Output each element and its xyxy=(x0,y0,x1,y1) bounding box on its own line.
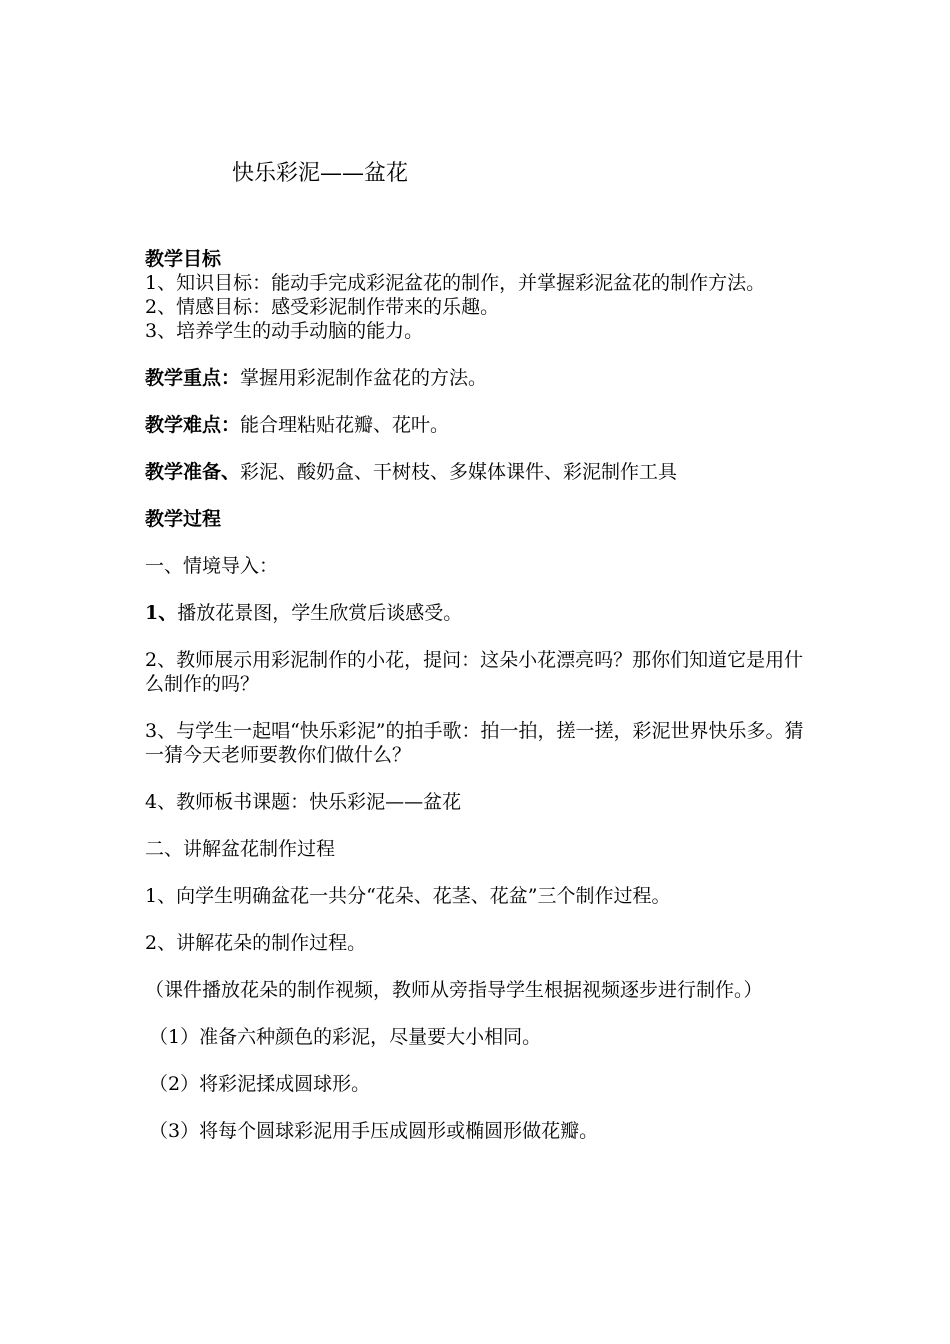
section-2-heading: 二、讲解盆花制作过程 xyxy=(145,838,336,860)
section-2-step-1: 1、向学生明确盆花一共分“花朵、花茎、花盆”三个制作过程。 xyxy=(145,885,671,907)
section-2-substep-2: （2）将彩泥揉成圆球形。 xyxy=(149,1073,371,1095)
key-point-label: 教学重点： xyxy=(145,367,241,389)
section-1-step-2: 2、教师展示用彩泥制作的小花，提问：这朵小花漂亮吗？那你们知道它是用什么制作的吗？ xyxy=(145,649,804,695)
section-1-step-3: 3、与学生一起唱“快乐彩泥”的拍手歌：拍一拍，搓一搓，彩泥世界快乐多。猜一猜今天老师要教你们做什么？ xyxy=(145,720,804,766)
objective-item-3: 3、培养学生的动手动脑的能力。 xyxy=(145,320,424,342)
preparation-label: 教学准备、 xyxy=(145,461,241,483)
section-2-step-2: 2、讲解花朵的制作过程。 xyxy=(145,932,367,954)
document-body xyxy=(145,247,815,1143)
section-1-step-4: 4、教师板书课题：快乐彩泥——盆花 xyxy=(145,791,462,813)
section-1-step-1 xyxy=(145,601,815,625)
section-2-substep-3: （3）将每个圆球彩泥用手压成圆形或椭圆形做花瓣。 xyxy=(149,1120,599,1142)
process-heading: 教学过程 xyxy=(145,508,222,530)
preparation-text: 彩泥、酸奶盒、干树枝、多媒体课件、彩泥制作工具 xyxy=(240,461,678,483)
difficulty-text: 能合理粘贴花瓣、花叶。 xyxy=(240,414,450,436)
section-2-substep-1: （1）准备六种颜色的彩泥，尽量要大小相同。 xyxy=(149,1026,542,1048)
objective-item-2: 2、情感目标：感受彩泥制作带来的乐趣。 xyxy=(145,296,500,318)
key-point-text: 掌握用彩泥制作盆花的方法。 xyxy=(240,367,488,389)
objective-item-1: 1、知识目标：能动手完成彩泥盆花的制作，并掌握彩泥盆花的制作方法。 xyxy=(145,272,766,294)
key-point-line xyxy=(145,366,815,390)
section-1-heading: 一、情境导入： xyxy=(145,555,279,577)
difficulty-label: 教学难点： xyxy=(145,414,241,436)
section-1-step-1-text: 播放花景图，学生欣赏后谈感受。 xyxy=(177,602,463,624)
section-2-video-note: （课件播放花朵的制作视频，教师从旁指导学生根据视频逐步进行制作。） xyxy=(145,979,763,1001)
section-1-step-1-number: 1、 xyxy=(145,602,178,624)
objectives-heading: 教学目标 xyxy=(145,248,222,270)
preparation-line xyxy=(145,460,815,484)
document-title: 快乐彩泥——盆花 xyxy=(232,161,409,186)
difficulty-line xyxy=(145,413,815,437)
